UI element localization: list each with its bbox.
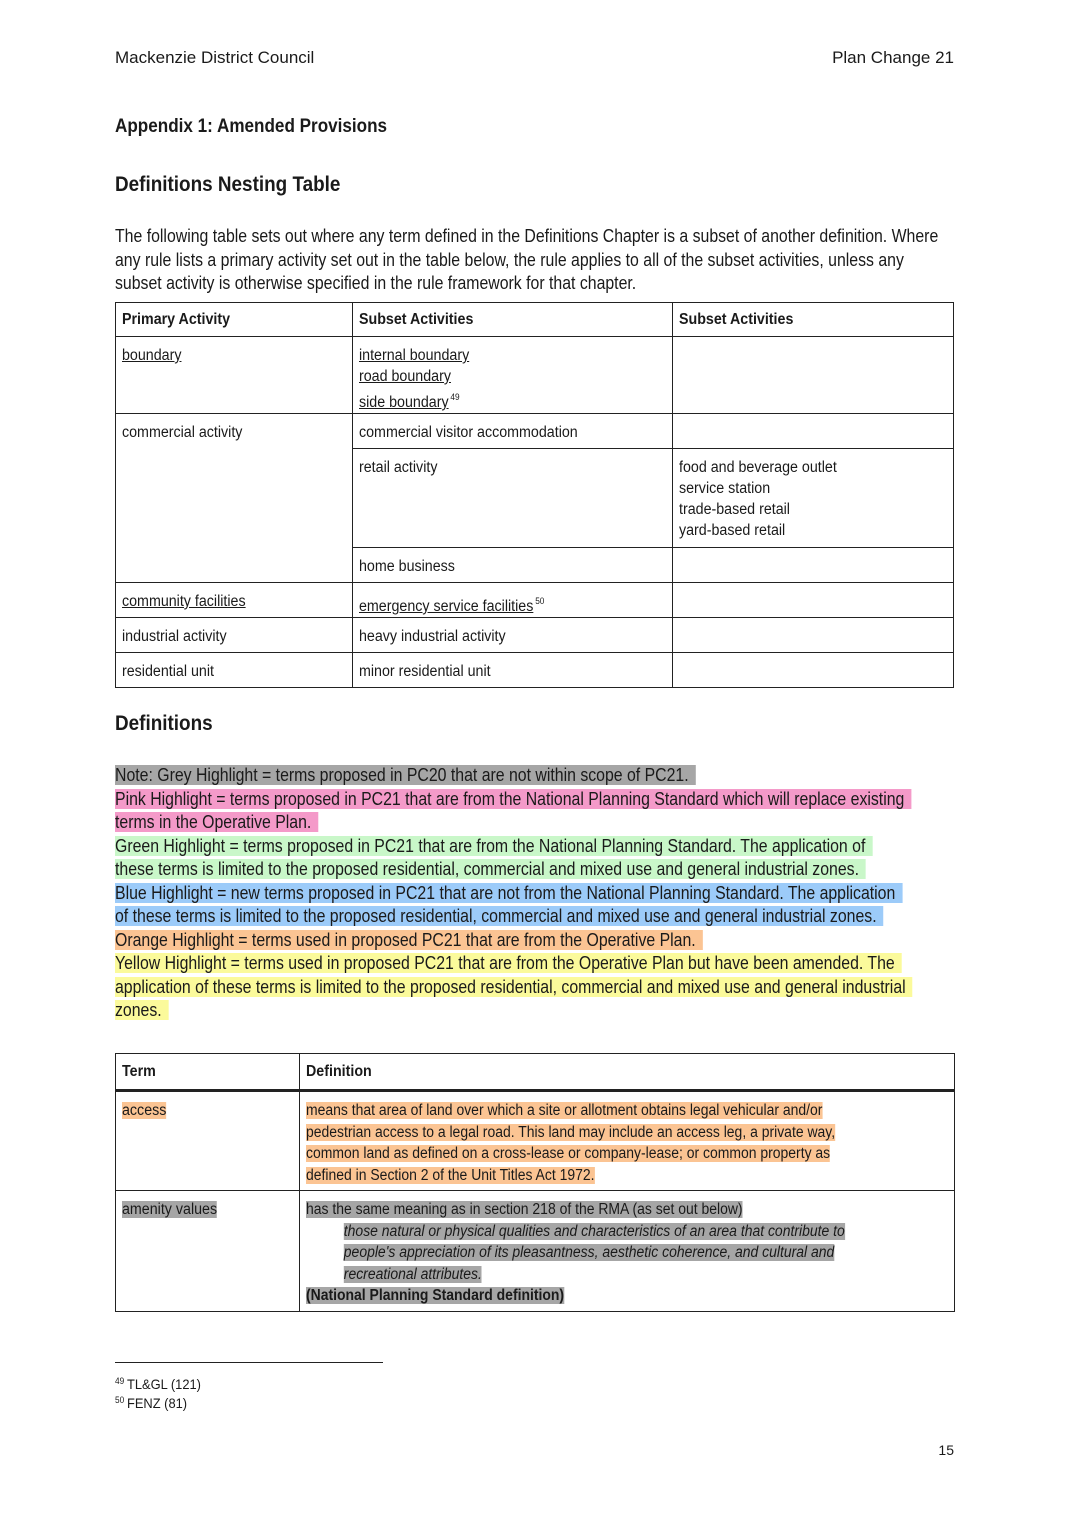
definition-access: means that area of land over which a site or allotment obtains legal vehicular and/or pedestrian access to a legal road. This land may include an access leg, a private way, common land as defined on a cross-lease or company-lease; or common property as defined in Section 2 of the Unit Titles Act 1972. xyxy=(300,1091,955,1191)
cell-retail-activity: retail activity xyxy=(352,449,673,548)
cell-residential-unit: residential unit xyxy=(116,653,353,688)
cell-commercial-activity: commercial activity xyxy=(116,414,353,583)
cell-empty xyxy=(673,618,954,653)
legend-blue: Blue Highlight = new terms proposed in PC21 that are not from the National Planning Standard. The application of these terms is limited to the proposed residential, commercial and mixed use and general industrial zones. xyxy=(115,883,902,927)
cell-empty xyxy=(673,337,954,414)
side-boundary-text: side boundary xyxy=(358,394,449,411)
definition-row-access xyxy=(116,1091,955,1191)
nesting-table-heading: Definitions Nesting Table xyxy=(115,173,341,196)
header-primary-activity: Primary Activity xyxy=(116,303,353,337)
legend-orange: Orange Highlight = terms used in proposed PC21 that are from the Operative Plan. xyxy=(115,930,703,950)
cell-empty xyxy=(673,583,954,618)
term-amenity-values: amenity values xyxy=(116,1191,300,1312)
header-subset-activities-2: Subset Activities xyxy=(673,303,954,337)
definitions-nesting-table xyxy=(115,302,954,688)
header-term: Term xyxy=(116,1054,300,1091)
cell-empty xyxy=(673,414,954,449)
footnote-ref-50[interactable]: 50 xyxy=(534,596,545,606)
legend-grey: Note: Grey Highlight = terms proposed in PC20 that are not within scope of PC21. xyxy=(115,765,696,785)
footnote-divider xyxy=(115,1362,383,1363)
cell-boundary: boundary xyxy=(116,337,353,414)
cell-boundary-subsets: internal boundary road boundary side boundary $^{49}$ xyxy=(352,337,673,414)
header-definition: Definition xyxy=(300,1054,955,1091)
term-access: access xyxy=(116,1091,300,1191)
cell-retail-subsets: food and beverage outlet service station trade-based retail yard-based retail xyxy=(673,449,954,548)
cell-minor-residential: minor residential unit xyxy=(352,653,673,688)
table-row xyxy=(116,337,954,414)
highlight-legend xyxy=(115,764,907,1023)
amenity-source: (National Planning Standard definition) xyxy=(306,1287,565,1304)
table-row xyxy=(116,414,954,449)
cell-commercial-visitor: commercial visitor accommodation xyxy=(352,414,673,449)
nesting-header-row xyxy=(116,303,954,337)
cell-community-facilities: community facilities xyxy=(116,583,353,618)
emergency-service-text: emergency service facilities xyxy=(358,598,533,615)
definition-row-amenity xyxy=(116,1191,955,1312)
table-row xyxy=(116,583,954,618)
page-number: 15 xyxy=(938,1442,954,1458)
amenity-quote: those natural or physical qualities and characteristics of an area that contribute to people's appreciation of its pleasantness, aesthetic coherence, and cultural and recreational attributes. xyxy=(343,1222,845,1283)
cell-empty xyxy=(673,653,954,688)
appendix-title: Appendix 1: Amended Provisions xyxy=(115,116,388,137)
cell-heavy-industrial: heavy industrial activity xyxy=(352,618,673,653)
definition-amenity-values: has the same meaning as in section 218 of the RMA (as set out below) those natural or physical qualities and characteristics of an area that contribute to people's appreciation of its pleasantness, aesthetic coherence, and cultural and recreational attributes. (National Planning Standard definition) xyxy=(300,1191,955,1312)
cell-home-business: home business xyxy=(352,548,673,583)
footnote-50: $^{50}$ FENZ (81) xyxy=(115,1395,188,1411)
legend-pink: Pink Highlight = terms proposed in PC21 that are from the National Planning Standard which will replace existing terms in the Operative Plan. xyxy=(115,789,911,833)
header-council-name: Mackenzie District Council xyxy=(115,48,315,67)
legend-yellow: Yellow Highlight = terms used in proposed PC21 that are from the Operative Plan but have been amended. The application of these terms is limited to the proposed residential, commercial and mixed use and general industrial zones. xyxy=(115,953,913,1020)
footnote-49: $^{49}$ TL&GL (121) xyxy=(115,1376,201,1392)
cell-emergency-service xyxy=(352,583,673,618)
cell-empty xyxy=(673,548,954,583)
definitions-heading: Definitions xyxy=(115,712,213,735)
nesting-intro-paragraph: The following table sets out where any term defined in the Definitions Chapter is a subset of another definition. Where any rule lists a primary activity set out in the table below, the rule applies to all of the subset activities, unless any subset activity is otherwise specified in the rule framework for that chapter. xyxy=(115,226,939,293)
definitions-header-row xyxy=(116,1054,955,1091)
table-row xyxy=(116,653,954,688)
table-row xyxy=(116,618,954,653)
legend-green: Green Highlight = terms proposed in PC21 that are from the National Planning Standard. The application of these terms is limited to the proposed residential, commercial and mixed use and general industrial zones. xyxy=(115,836,872,880)
cell-industrial-activity: industrial activity xyxy=(116,618,353,653)
header-plan-change: Plan Change 21 xyxy=(832,48,954,67)
definitions-table xyxy=(115,1053,955,1312)
footnote-ref-49[interactable]: 49 xyxy=(450,392,460,402)
header-subset-activities: Subset Activities xyxy=(352,303,673,337)
